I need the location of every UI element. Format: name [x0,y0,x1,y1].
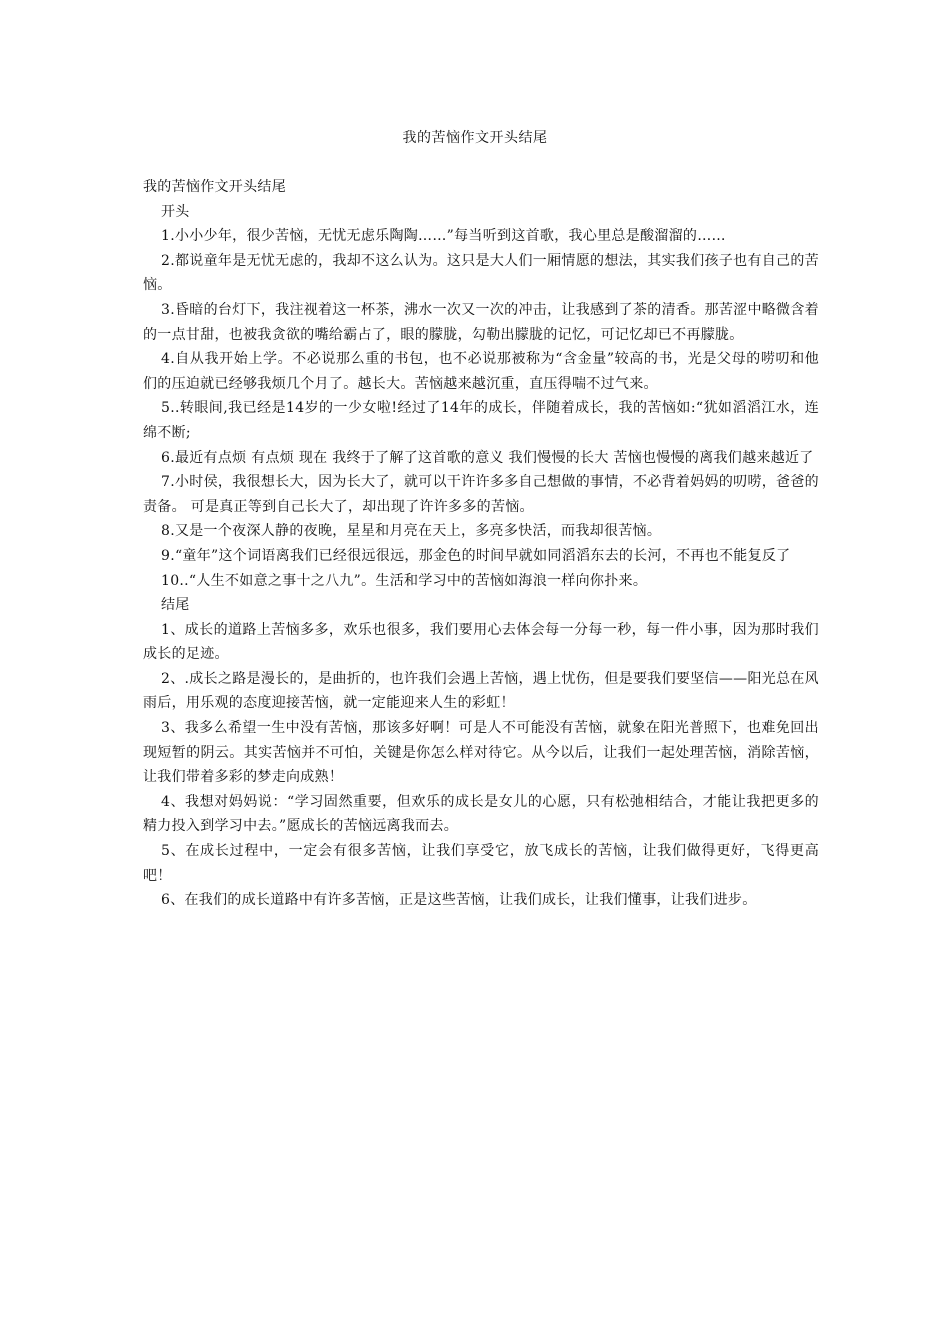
opening-paragraph-6: 6.最近有点烦 有点烦 现在 我终于了解了这首歌的意义 我们慢慢的长大 苦恼也慢慢的离我们越来越近了 [161,449,814,466]
ending-paragraph-5: 5、在成长过程中，一定会有很多苦恼，让我们享受它，放飞成长的苦恼，让我们做得更好，飞得更高吧！ [143,843,819,884]
ending-paragraph-1: 1、成长的道路上苦恼多多，欢乐也很多，我们要用心去体会每一分每一秒，每一件小事，因为那时我们成长的足迹。 [143,621,819,663]
section-heading-opening: 开头 [161,203,190,220]
opening-paragraph-5: 5..转眼间,我已经是14岁的一少女啦!经过了14年的成长，伴随着成长，我的苦恼如:“犹如滔滔江水，连绵不断; [143,400,819,441]
opening-paragraph-8: 8.又是一个夜深人静的夜晚，星星和月亮在天上，多亮多快活，而我却很苦恼。 [161,523,662,540]
opening-paragraph-9: 9.“童年”这个词语离我们已经很远很远，那金色的时间早就如同滔滔东去的长河，不再也不能复反了 [161,547,791,564]
document-body [143,175,819,913]
opening-paragraph-2: 2.都说童年是无忧无虑的，我却不这么认为。这只是大人们一厢情愿的想法，其实我们孩子也有自己的苦恼。 [143,252,819,294]
ending-paragraph-2: 2、.成长之路是漫长的，是曲折的，也许我们会遇上苦恼，遇上忧伤，但是要我们要坚信——阳光总在风雨后，用乐观的态度迎接苦恼，就一定能迎来人生的彩虹！ [143,670,819,712]
section-heading-ending: 结尾 [161,597,190,614]
ending-paragraph-4: 4、我想对妈妈说：“学习固然重要，但欢乐的成长是女儿的心愿，只有松弛相结合，才能让我把更多的精力投入到学习中去。”愿成长的苦恼远离我而去。 [143,793,819,835]
ending-paragraph-3: 3、我多么希望一生中没有苦恼，那该多好啊！可是人不可能没有苦恼，就象在阳光普照下，也难免回出现短暂的阴云。其实苦恼并不可怕，关键是你怎么样对待它。从今以后，让我们一起处理苦恼，消除苦恼，让我们带着多彩的梦走向成熟！ [143,720,819,786]
document-title: 我的苦恼作文开头结尾 [402,130,548,146]
document-subtitle: 我的苦恼作文开头结尾 [143,179,286,195]
opening-paragraph-4: 4.自从我开始上学。不必说那么重的书包，也不必说那被称为“含金量”较高的书，光是父母的唠叨和他们的压迫就已经够我烦几个月了。越长大。苦恼越来越沉重，直压得喘不过气来。 [143,351,819,392]
opening-paragraph-3: 3.昏暗的台灯下，我注视着这一杯茶，沸水一次又一次的冲击，让我感到了茶的清香。那苦涩中略微含着的一点甘甜，也被我贪欲的嘴给霸占了，眼的朦胧，勾勒出朦胧的记忆，可记忆却已不再朦胧。 [143,301,819,343]
opening-paragraph-10: 10..“人生不如意之事十之八九”。生活和学习中的苦恼如海浪一样向你扑来。 [161,572,648,589]
opening-paragraph-1: 1.小小少年，很少苦恼，无忧无虑乐陶陶……”每当听到这首歌，我心里总是酸溜溜的…… [161,228,726,245]
opening-paragraph-7: 7.小时侯，我很想长大，因为长大了，就可以干许许多多自己想做的事情，不必背着妈妈的叨唠，爸爸的责备。 可是真正等到自己长大了，却出现了许许多多的苦恼。 [143,474,819,515]
ending-paragraph-6: 6、在我们的成长道路中有许多苦恼，正是这些苦恼，让我们成长，让我们懂事，让我们进步。 [161,892,757,909]
